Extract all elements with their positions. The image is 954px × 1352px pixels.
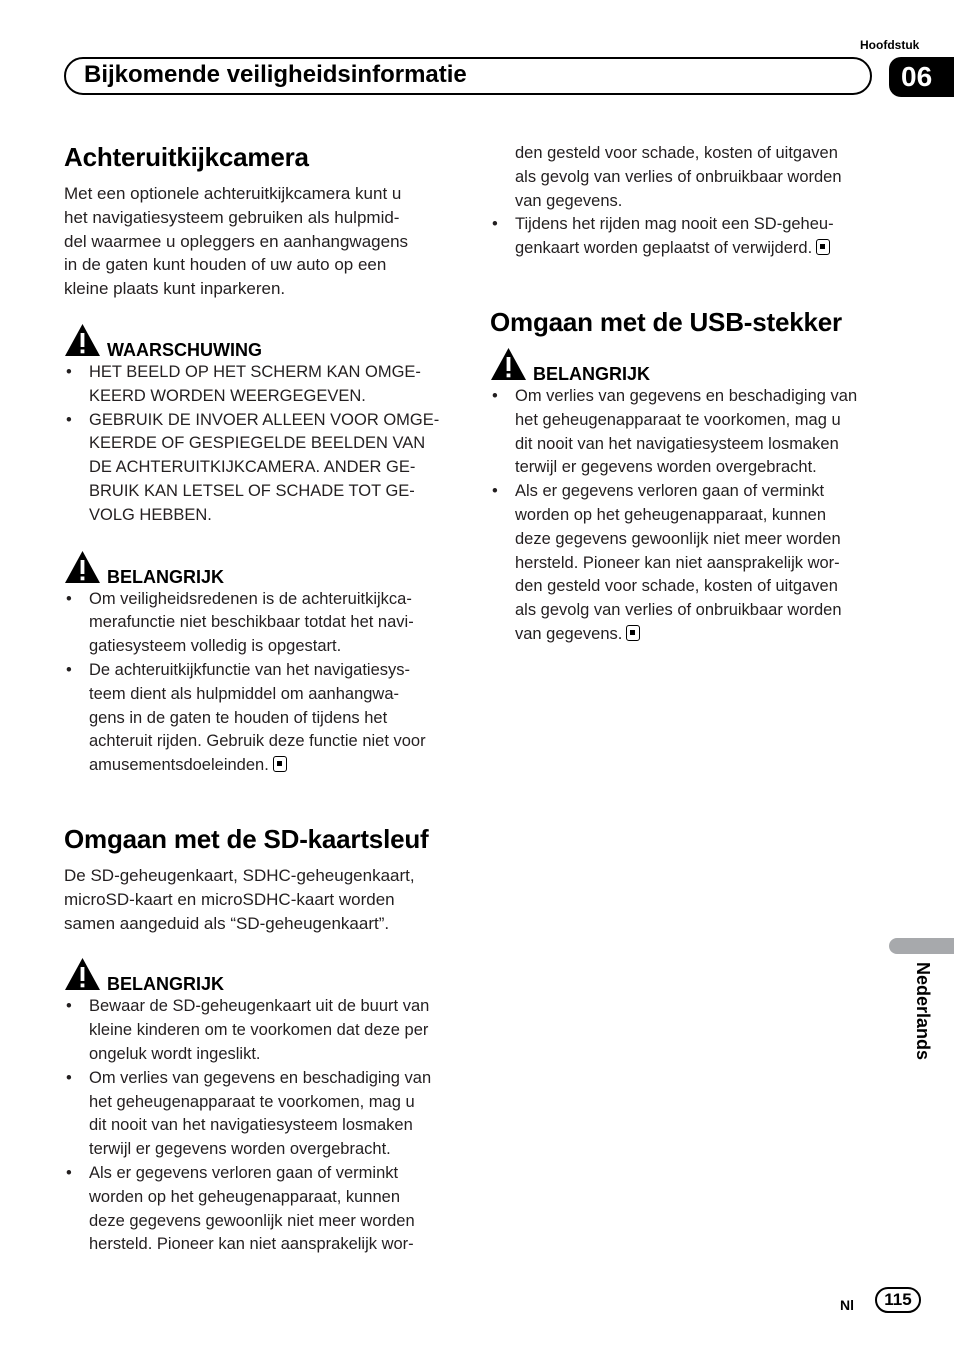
important-list [64,995,456,1257]
sd-intro: De SD-geheugenkaart, SDHC-geheugenkaart, microSD-kaart en microSDHC-kaart worden samen aangeduid als “SD-geheugenkaart”. [64,865,415,933]
list-item: • HET BEELD OP HET SCHERM KAN OMGE- KEERD WORDEN WEERGEGEVEN. [64,361,456,409]
list-item: • GEBRUIK DE INVOER ALLEEN VOOR OMGE- KEERDE OF GESPIEGELDE BEELDEN VAN DE ACHTERUITKIJKCAMERA. ANDER GE- BRUIK KAN LETSEL OF SCHADE TOT GE- VOLG HEBBEN. [64,409,456,528]
warning-icon [64,550,101,584]
warning-icon [64,323,101,357]
chapter-number-badge: 06 [889,57,954,97]
section-header-title: Bijkomende veiligheidsinformatie [84,61,467,88]
sd-continued-list [490,142,880,261]
heading-achteruitkijkcamera: Achteruitkijkcamera [64,142,309,172]
list-item: • Tijdens het rijden mag nooit een SD-geheu- genkaart worden geplaatst of verwijderd. [490,213,880,261]
camera-important-callout [64,550,456,778]
list-item: • De achteruitkijkfunctie van het navigatiesys- teem dient als hulpmiddel om aanhangwa- gens in de gaten te houden of tijdens het achteruit rijden. Gebruik deze functie niet voor amusementsdoeleinden. [64,659,456,778]
chapter-label: Hoofdstuk [860,38,920,52]
end-mark-icon [816,239,830,255]
left-column [64,140,456,1257]
end-mark-icon [626,625,640,641]
language-tab [889,938,954,954]
heading-usb-stekker: Omgaan met de USB-stekker [490,306,842,337]
camera-warning-callout [64,323,456,528]
important-title: BELANGRIJK [107,974,225,995]
warning-list [64,361,456,528]
important-title: BELANGRIJK [533,363,651,384]
list-item: • Om verlies van gegevens en beschadiging van het geheugenapparaat te voorkomen, mag u dit nooit van het navigatiesysteem losmaken terwijl er gegevens worden overgebracht. [490,385,880,480]
important-title: BELANGRIJK [107,566,225,587]
list-item: • Bewaar de SD-geheugenkaart uit de buurt van kleine kinderen om te voorkomen dat deze per ongeluk wordt ingeslikt. [64,995,456,1066]
warning-icon [490,347,527,381]
sd-important-callout [64,957,456,1257]
list-item: den gesteld voor schade, kosten of uitgaven als gevolg van verlies of onbruikbaar worden van gegevens. [515,144,842,210]
page-number: 115 [875,1287,921,1313]
end-mark-icon [273,756,287,772]
list-item: • Om veiligheidsredenen is de achteruitkijkca- merafunctie niet beschikbaar totdat het navi- gatiesysteem volledig is opgestart. [64,588,456,659]
list-item: • Als er gegevens verloren gaan of verminkt worden op het geheugenapparaat, kunnen deze gegevens gewoonlijk niet meer worden hersteld. Pioneer kan niet aansprakelijk wor- den gesteld voor schade, kosten of uitgaven als gevolg van verlies of onbruikbaar worden van gegevens. [490,480,880,647]
heading-sd-kaartsleuf: Omgaan met de SD-kaartsleuf [64,823,429,854]
important-list [64,588,456,778]
language-label: Nederlands [913,962,933,1061]
list-item: • Als er gegevens verloren gaan of verminkt worden op het geheugenapparaat, kunnen deze gegevens gewoonlijk niet meer worden hersteld. Pioneer kan niet aansprakelijk wor- [64,1162,456,1257]
important-list [490,385,880,647]
list-item: • Om verlies van gegevens en beschadiging van het geheugenapparaat te voorkomen, mag u dit nooit van het navigatiesysteem losmaken terwijl er gegevens worden overgebracht. [64,1067,456,1162]
right-column [490,142,880,647]
warning-title: WAARSCHUWING [107,339,262,360]
footer-language-code: Nl [840,1297,854,1313]
warning-icon [64,957,101,991]
camera-intro: Met een optionele achteruitkijkcamera kunt u het navigatiesysteem gebruiken als hulpmid- del waarmee u opleggers en aanhangwagens in de gaten kunt houden of uw auto op een kleine plaats kunt inparkeren. [64,184,409,299]
usb-important-callout [490,347,880,647]
